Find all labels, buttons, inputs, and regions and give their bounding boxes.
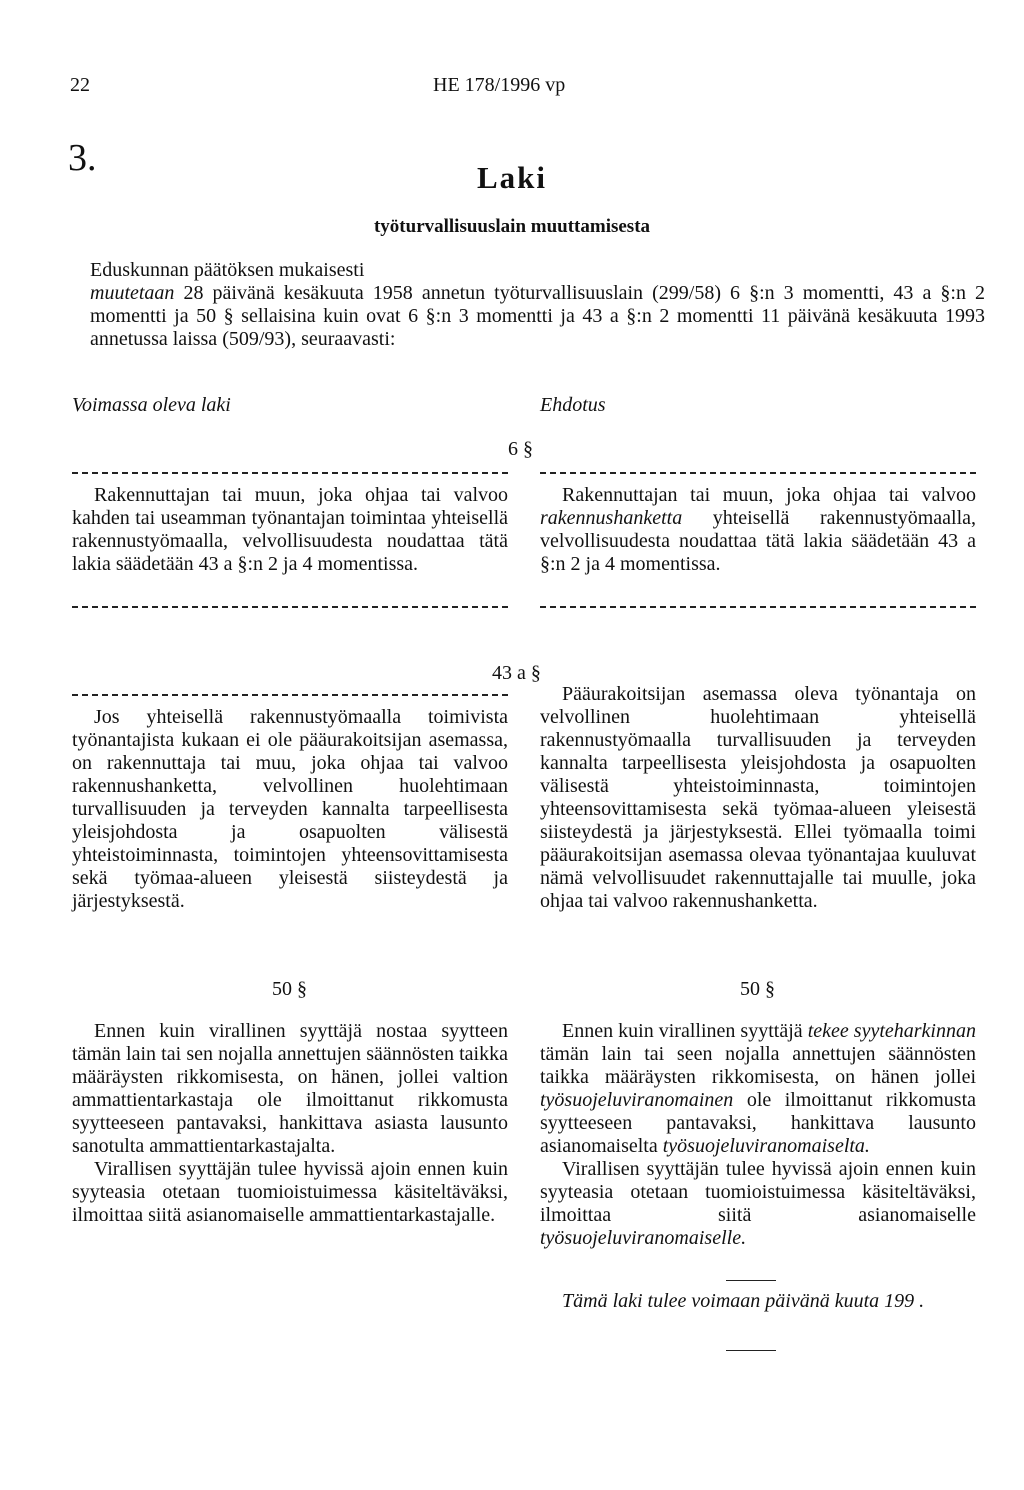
omission-line bbox=[72, 694, 508, 696]
section-6-label: 6 § bbox=[508, 438, 533, 460]
intro-line: Eduskunnan päätöksen mukaisesti bbox=[90, 259, 365, 281]
section-6-proposal-text-a: Rakennuttajan tai muun, joka ohjaa tai valvoo bbox=[562, 484, 976, 506]
separator-rule bbox=[726, 1280, 776, 1281]
section-50-proposal-p2-em: työsuojeluviranomaiselle. bbox=[540, 1227, 747, 1249]
section-6-proposal-emphasis: rakennushanketta bbox=[540, 507, 683, 529]
section-43a-proposal-text: Pääurakoitsijan asemassa oleva työnantaja on velvollinen huolehtimaan yhteisellä rakennustyömaalla turvallisuuden ja terveyden kannalta tarpeellisesta yleisjohdosta ja osapuolten välisestä yhteistoiminnasta, toimintojen yhteensovittamisesta sekä työmaa-alueen yleisestä siisteydestä ja järjestyksestä. Ellei työmaalla toimi pääurakoitsijan asemassa olevaa työnantajaa kuuluvat nämä velvollisuudet rakennuttajalle tai muulle, joka ohjaa tai valvoo rakennushanketta. bbox=[540, 683, 976, 912]
separator-rule bbox=[726, 1350, 776, 1351]
omission-line bbox=[540, 606, 976, 608]
omission-line bbox=[540, 472, 976, 474]
section-50-proposal-p2-a: Virallisen syyttäjän tulee hyvissä ajoin ennen kuin syyteasia otetaan tuomioistuimessa käsiteltäväksi, ilmoittaa siitä asianomaiselle bbox=[540, 1158, 976, 1226]
section-6-proposal-paragraph bbox=[540, 484, 976, 576]
preamble-text: 28 päivänä kesäkuuta 1958 annetun työturvallisuuslain (299/58) 6 §:n 3 momentti, 43 a §:n 2 momentti ja 50 § sellaisina kuin ovat 6 §:n 3 momentti ja 43 a §:n 2 momentti 11 päivänä kesäkuuta 1993 annetussa laissa (509/93), seuraavasti: bbox=[90, 282, 985, 350]
closing-text bbox=[540, 1290, 976, 1313]
section-6-current bbox=[72, 484, 508, 576]
section-50-proposal-p1 bbox=[540, 1020, 976, 1158]
section-6-proposal-text-b: yhteisellä rakennustyömaalla, velvollisuudesta noudattaa tätä lakia säädetään 43 a §:n 2 ja 4 momentissa. bbox=[540, 507, 976, 575]
closing-text-em: Tämä laki tulee voimaan päivänä kuuta 199 . bbox=[562, 1290, 925, 1312]
section-50-proposal bbox=[540, 1020, 976, 1250]
section-6-current-text: Rakennuttajan tai muun, joka ohjaa tai valvoo kahden tai useamman työnantajan toimintaa yhteisellä rakennustyömaalla, velvollisuudesta noudattaa tätä lakia säädetään 43 a §:n 2 ja 4 momentissa. bbox=[72, 484, 508, 575]
section-50-proposal-p1-c: ole ilmoittanut rikkomusta syytteeseen pantavaksi, hankittava lausunto asianomaiselta bbox=[540, 1089, 976, 1157]
omission-line bbox=[72, 472, 508, 474]
page-number: 22 bbox=[70, 74, 90, 96]
left-column-heading: Voimassa oleva laki bbox=[72, 394, 231, 416]
section-50-left-label: 50 § bbox=[272, 978, 307, 1000]
section-50-current-p1: Ennen kuin virallinen syyttäjä nostaa syytteen tämän lain tai sen nojalla annettujen säännösten taikka määräysten rikkomisesta, on hänen, jollei valtion ammattientarkastaja ole ilmoittanut rikkomusta syytteeseen pantavaksi, hankittava asiasta lausunto sanotulta ammattientarkastajalta. bbox=[72, 1020, 508, 1157]
section-50-proposal-p1-b: tämän lain tai seen nojalla annettujen säännösten taikka määräysten rikkomisesta, on hänen jollei bbox=[540, 1043, 976, 1088]
section-50-proposal-p1-em3: työsuojeluviranomaiselta. bbox=[662, 1135, 870, 1157]
section-43a-label: 43 a § bbox=[492, 662, 541, 684]
section-43a-current-text: Jos yhteisellä rakennustyömaalla toimivista työnantajista kukaan ei ole pääurakoitsijan asemassa, on rakennuttaja tai muu, joka ohjaa tai valvoo rakennushanketta, velvollinen huolehtimaan turvallisuuden ja terveyden kannalta tarpeellisesta yleisjohdosta ja osapuolten välisestä yhteistoiminnasta, toimintojen yhteensovittamisesta sekä työmaa-alueen yleisestä siisteydestä ja järjestyksestä. bbox=[72, 706, 508, 912]
section-50-current-p2: Virallisen syyttäjän tulee hyvissä ajoin ennen kuin syyteasia otetaan tuomioistuimessa käsiteltäväksi, ilmoittaa siitä asianomaiselle ammattientarkastajalle. bbox=[72, 1158, 508, 1226]
section-43a-proposal bbox=[540, 683, 976, 913]
section-43a-current bbox=[72, 706, 508, 913]
section-50-proposal-p1-em2: työsuojeluviranomainen bbox=[540, 1089, 734, 1111]
document-id: HE 178/1996 vp bbox=[433, 74, 566, 96]
preamble-lead: muutetaan bbox=[90, 282, 175, 304]
law-subtitle: työturvallisuuslain muuttamisesta bbox=[373, 216, 651, 237]
section-50-proposal-p1-a: Ennen kuin virallinen syyttäjä bbox=[562, 1020, 803, 1042]
section-number: 3. bbox=[68, 137, 97, 179]
section-50-proposal-p1-em1: tekee syyteharkinnan bbox=[807, 1020, 976, 1042]
section-6-proposal bbox=[540, 484, 976, 576]
omission-line bbox=[72, 606, 508, 608]
right-column-heading: Ehdotus bbox=[540, 394, 606, 416]
section-50-right-label: 50 § bbox=[740, 978, 775, 1000]
section-50-proposal-p2 bbox=[540, 1158, 976, 1250]
law-title: Laki bbox=[476, 160, 548, 195]
section-50-current bbox=[72, 1020, 508, 1227]
preamble bbox=[90, 282, 985, 351]
closing-clause bbox=[540, 1290, 976, 1313]
